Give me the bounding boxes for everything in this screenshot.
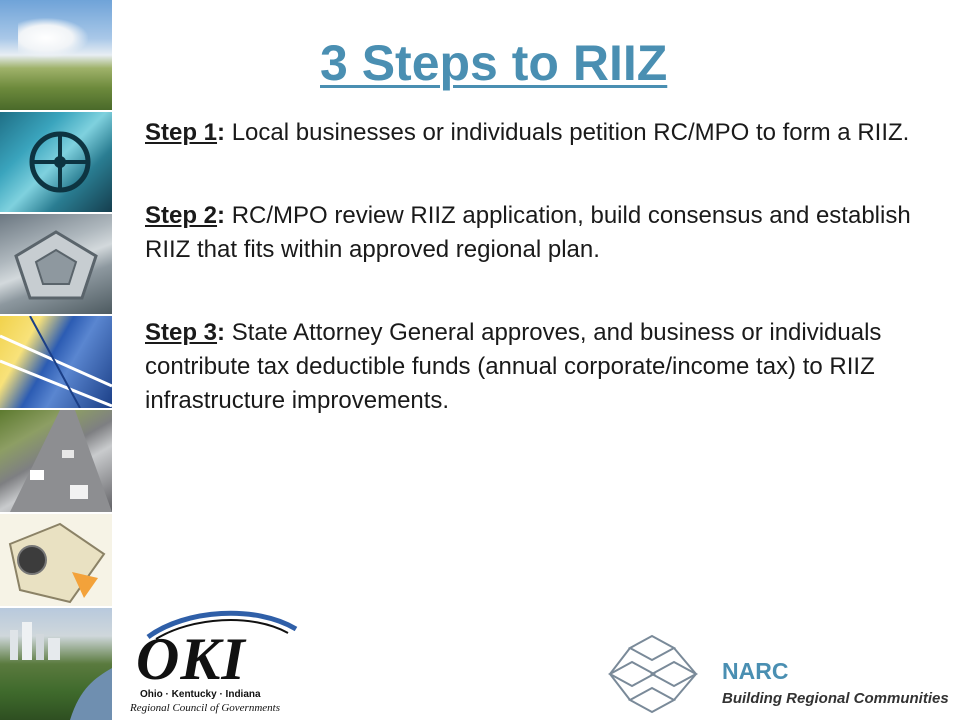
city-skyline-icon <box>0 608 112 720</box>
photo-strip <box>0 0 112 720</box>
narc-lattice-icon <box>600 628 710 720</box>
valve-wheel-icon <box>0 112 112 212</box>
oki-wordmark: OKI <box>136 626 246 692</box>
city-river-photo <box>0 608 112 720</box>
oki-council-text: Regional Council of Governments <box>130 702 281 714</box>
step-2-text: RC/MPO review RIIZ application, build consensus and establish RIIZ that fits within approved regional plan. <box>145 202 911 263</box>
sky-landscape-photo <box>0 0 112 110</box>
slide-title: 3 Steps to RIIZ <box>320 35 668 91</box>
narc-tagline: Building Regional Communities <box>722 690 949 707</box>
industrial-valve-photo <box>0 112 112 212</box>
highway-traffic-photo <box>0 410 112 512</box>
step-1-label: Step 1: <box>145 119 226 146</box>
oki-states-text: Ohio · Kentucky · Indiana <box>140 689 261 700</box>
aerial-building-photo <box>0 214 112 314</box>
step-1-text: Local businesses or individuals petition RC/MPO to form a RIIZ. <box>225 119 910 146</box>
glass-building-icon <box>0 316 112 408</box>
highway-icon <box>0 410 112 512</box>
architecture-photo <box>0 316 112 408</box>
steps-list <box>145 116 935 467</box>
step-2-label: Step 2: <box>145 202 226 229</box>
step-3-paragraph <box>145 316 935 418</box>
oki-logo <box>126 603 310 717</box>
step-1-paragraph <box>145 116 935 150</box>
map-compass-photo <box>0 514 112 606</box>
compass-map-icon <box>0 514 112 606</box>
narc-logo <box>600 628 950 720</box>
narc-wordmark: NARC <box>722 658 789 684</box>
step-3-text: State Attorney General approves, and business or individuals contribute tax deductible funds (annual corporate/income tax) to RIIZ infrastructure improvements. <box>145 319 882 414</box>
step-3-label: Step 3: <box>145 319 226 346</box>
pentagon-building-icon <box>0 214 112 314</box>
step-2-paragraph <box>145 199 935 267</box>
